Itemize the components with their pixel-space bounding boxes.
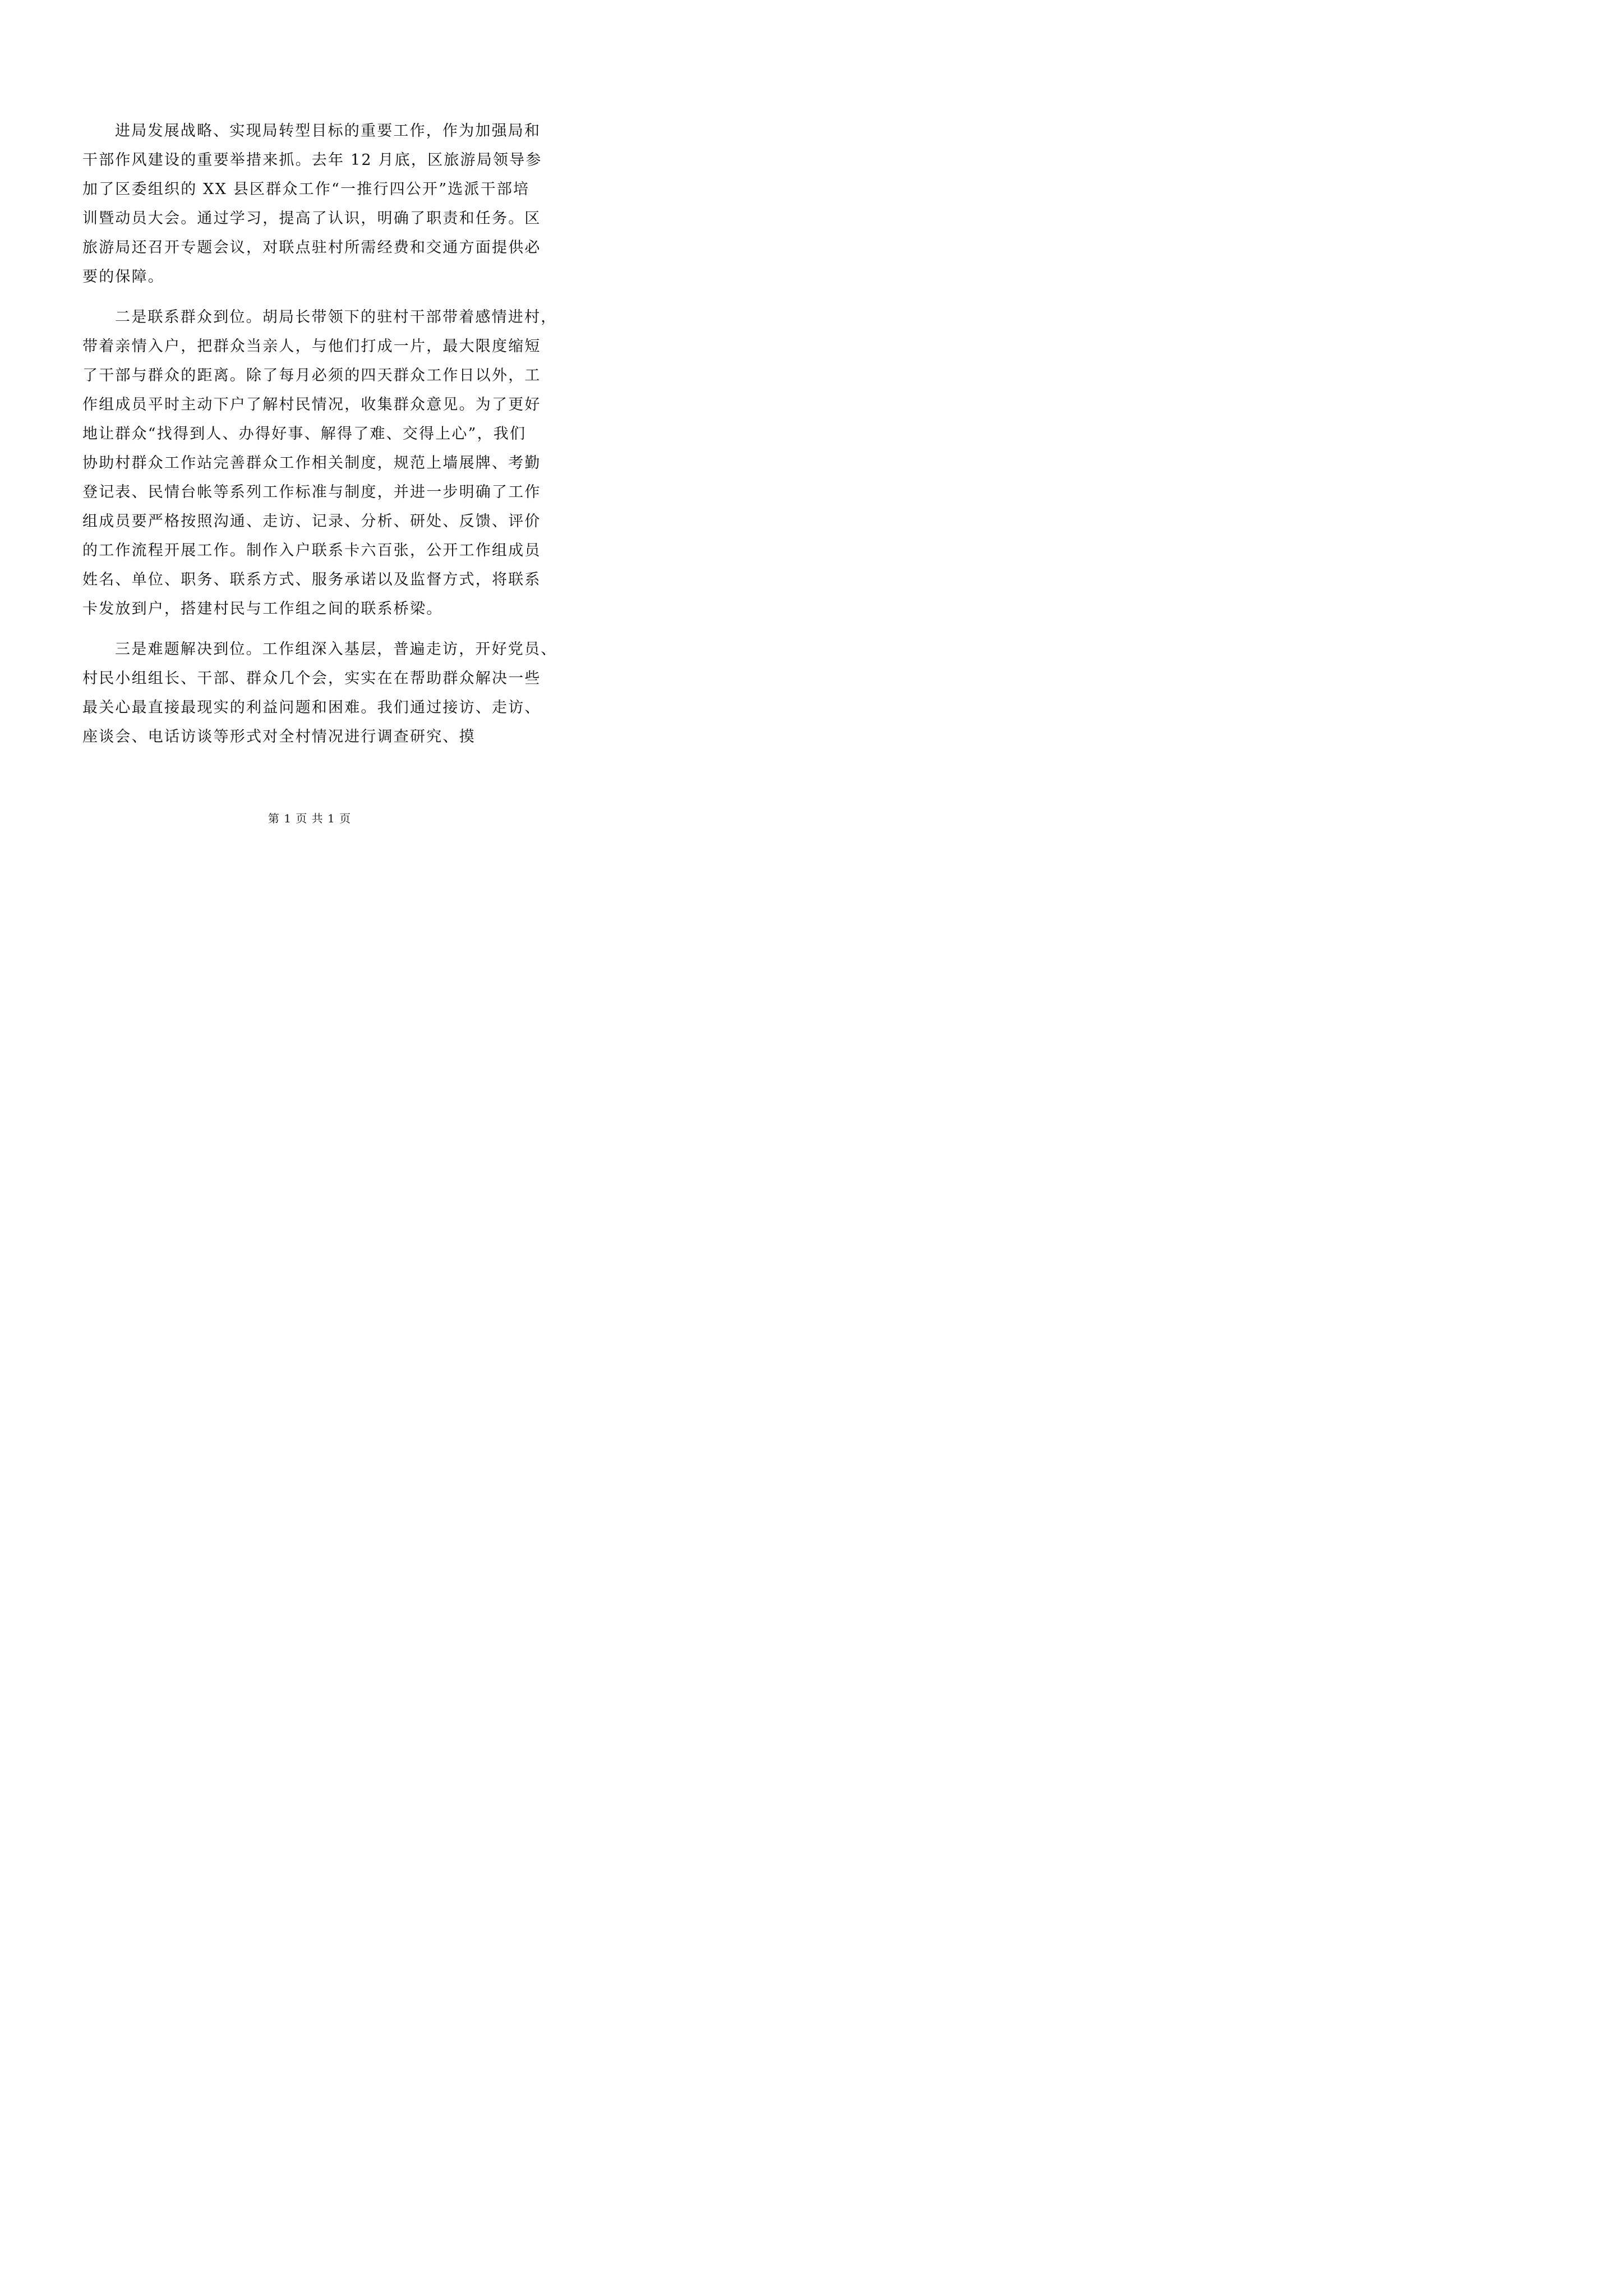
body-text-line: 最关心最直接最现实的利益问题和困难。我们通过接访、走访、 [82, 699, 541, 716]
body-text-line: 带着亲情入户，把群众当亲人，与他们打成一片，最大限度缩短 [82, 338, 541, 355]
body-text-line: 二是联系群众到位。胡局长带领下的驻村干部带着感情进村， [115, 309, 557, 326]
body-text-line: 组成员要严格按照沟通、走访、记录、分析、研处、反馈、评价 [82, 513, 541, 530]
body-text-line: 旅游局还召开专题会议，对联点驻村所需经费和交通方面提供必 [82, 239, 541, 256]
body-text-line: 地让群众“找得到人、办得好事、解得了难、交得上心”，我们 [82, 425, 527, 443]
body-text-line: 村民小组组长、干部、群众几个会，实实在在帮助群众解决一些 [82, 670, 541, 687]
body-text-line: 加了区委组织的 XX 县区群众工作“一推行四公开”选派干部培 [82, 181, 530, 198]
body-text-line: 姓名、单位、职务、联系方式、服务承诺以及监督方式，将联系 [82, 571, 541, 588]
body-text-line: 协助村群众工作站完善群众工作相关制度，规范上墙展牌、考勤 [82, 454, 541, 472]
body-text-line: 训暨动员大会。通过学习，提高了认识，明确了职责和任务。区 [82, 210, 541, 227]
body-text-line: 干部作风建设的重要举措来抓。去年 12 月底，区旅游局领导参 [82, 151, 542, 169]
body-text-line: 的工作流程开展工作。制作入户联系卡六百张，公开工作组成员 [82, 542, 541, 559]
body-text-line: 座谈会、电话访谈等形式对全村情况进行调查研究、摸 [82, 728, 476, 746]
body-text-line: 卡发放到户，搭建村民与工作组之间的联系桥梁。 [82, 600, 443, 618]
body-text-line: 三是难题解决到位。工作组深入基层，普遍走访，开好党员、 [115, 641, 557, 658]
body-text-line: 作组成员平时主动下户了解村民情况，收集群众意见。为了更好 [82, 396, 541, 413]
document-page [0, 0, 619, 875]
body-text-line: 进局发展战略、实现局转型目标的重要工作，作为加强局和 [115, 122, 541, 140]
body-text-line: 要的保障。 [82, 268, 164, 286]
page-number-footer: 第 1 页 共 1 页 [268, 812, 352, 825]
body-text-line: 登记表、民情台帐等系列工作标准与制度，并进一步明确了工作 [82, 484, 541, 501]
body-text-line: 了干部与群众的距离。除了每月必须的四天群众工作日以外，工 [82, 367, 541, 384]
